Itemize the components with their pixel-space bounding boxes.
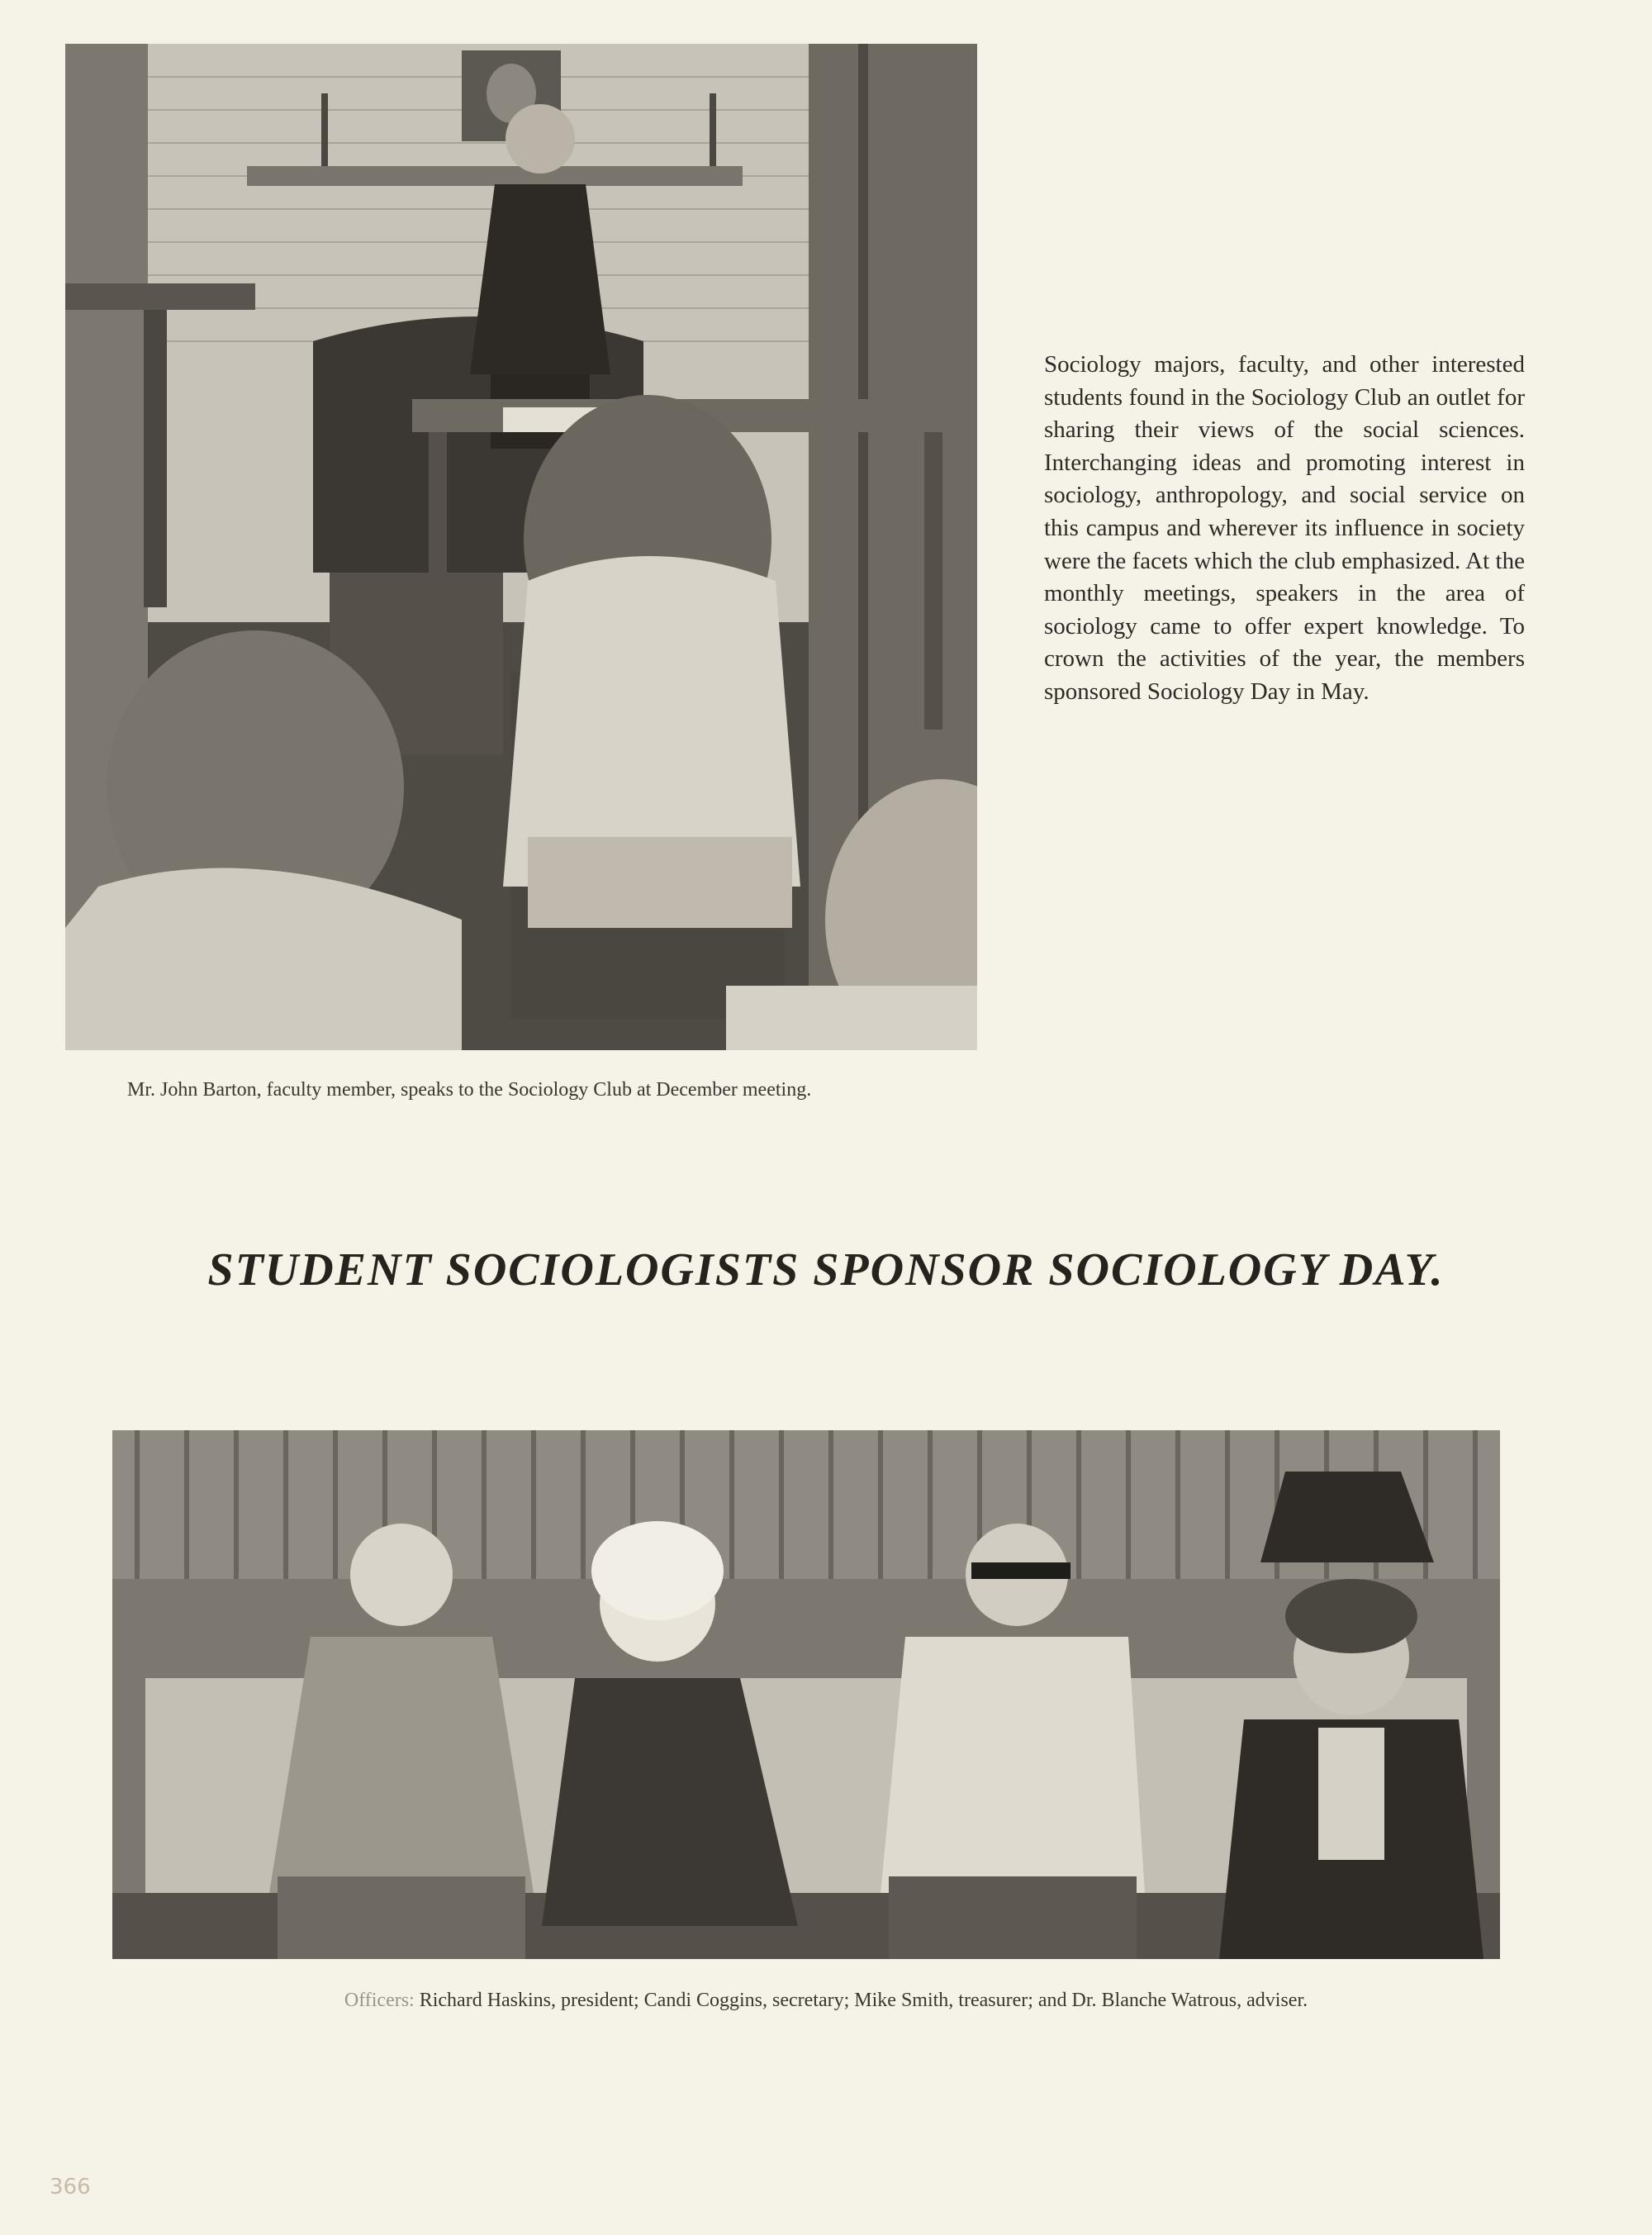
- page-number: 366: [50, 2175, 91, 2199]
- officers-photo: [112, 1430, 1500, 1959]
- article-body-text: Sociology majors, faculty, and other interested students found in the Sociology Club an outlet for sharing their views of the social sciences. Interchanging ideas and promoting interest in sociology, anthropology, and social service on this campus and wherever its influence in society were the facets which the club emphasized. At the monthly meetings, speakers in the area of sociology came to offer expert knowledge. To crown the activities of the year, the members sponsored Sociology Day in May.: [1044, 351, 1525, 705]
- caption-lead: Officers:: [344, 1990, 415, 2011]
- top-photo-caption: Mr. John Barton, faculty member, speaks to the Sociology Club at December meeting.: [127, 1079, 812, 1101]
- page-headline: STUDENT SOCIOLOGISTS SPONSOR SOCIOLOGY DAY.: [207, 1244, 1445, 1296]
- meeting-photo: [65, 44, 977, 1050]
- meeting-photo-illustration: [65, 44, 977, 1050]
- bottom-photo-caption: [0, 1990, 1652, 2012]
- officers-photo-illustration: [112, 1430, 1500, 1959]
- caption-officers-text: Richard Haskins, president; Candi Coggins, secretary; Mike Smith, treasurer; and Dr. Blanche Watrous, adviser.: [414, 1990, 1308, 2011]
